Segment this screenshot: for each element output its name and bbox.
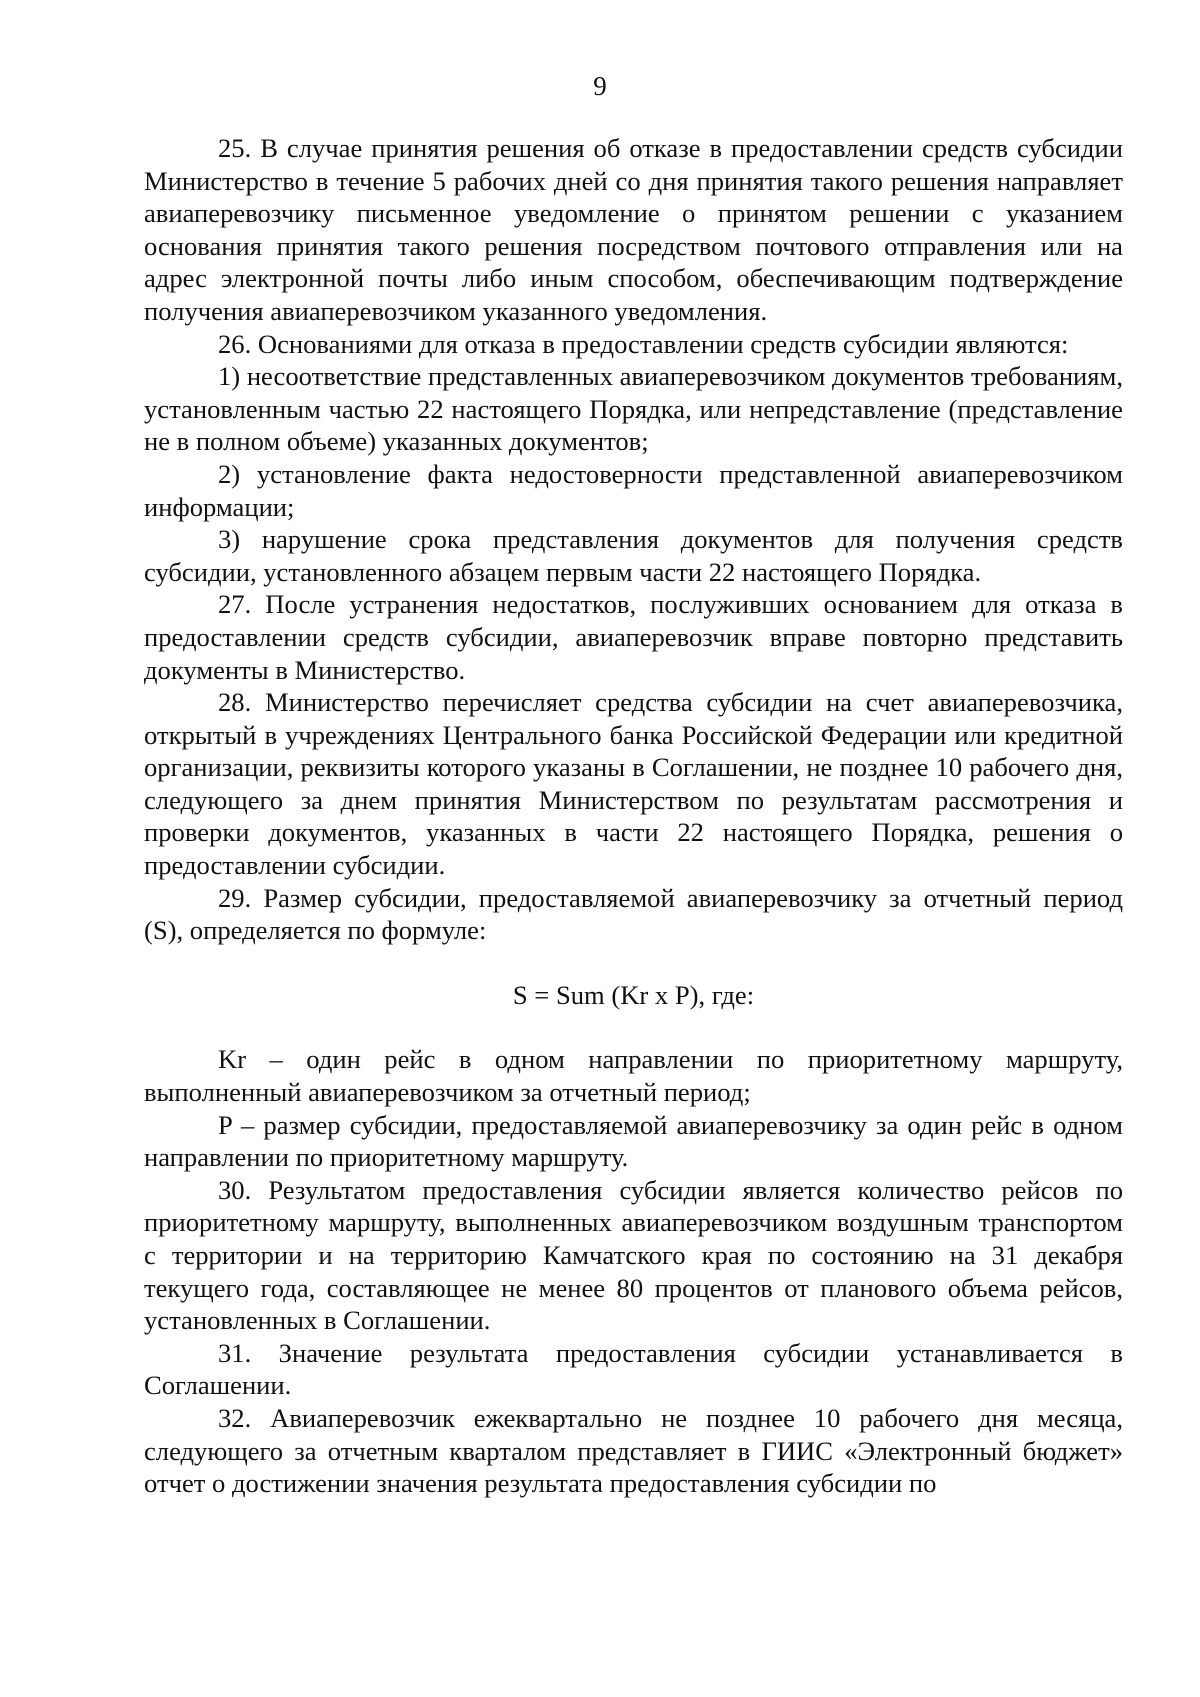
paragraph-32: 32. Авиаперевозчик ежеквартально не позднее 10 рабочего дня месяца, следующего за отчетным кварталом представляет в ГИИС «Электронный бюджет» отчет о достижении значения результата предоставления субсидии по bbox=[144, 1402, 1123, 1499]
paragraph-30: 30. Результатом предоставления субсидии является количество рейсов по приоритетному маршруту, выполненных авиаперевозчиком воздушным транспортом с территории и на территорию Камчатского края по состоянию на 31 декабря текущего года, составляющее не менее 80 процентов от планового объема рейсов, установленных в Соглашении. bbox=[144, 1174, 1123, 1336]
formula-definition-p: P – размер субсидии, предоставляемой авиаперевозчику за один рейс в одном направлении по приоритетному маршруту. bbox=[144, 1109, 1123, 1173]
subsidy-formula: S = Sum (Kr x P), где: bbox=[512, 979, 755, 1010]
paragraph-25: 25. В случае принятия решения об отказе в предоставлении средств субсидии Министерство в течение 5 рабочих дней со дня принятия такого решения направляет авиаперевозчику письменное уведомление о принятом решении с указанием основания принятия такого решения посредством почтового отправления или на адрес электронной почты либо иным способом, обеспечивающим подтверждение получения авиаперевозчиком указанного уведомления. bbox=[144, 133, 1123, 326]
paragraph-27: 27. После устранения недостатков, послуживших основанием для отказа в предоставлении средств субсидии, авиаперевозчик вправе повторно представить документы в Министерство. bbox=[144, 589, 1123, 685]
list-item-26-1: 1) несоответствие представленных авиаперевозчиком документов требованиям, установленным частью 22 настоящего Порядка, или непредставление (представление не в полном объеме) указанных документов; bbox=[144, 361, 1123, 457]
paragraph-28: 28. Министерство перечисляет средства субсидии на счет авиаперевозчика, открытый в учреждениях Центрального банка Российской Федерации или кредитной организации, реквизиты которого указаны в Соглашении, не позднее 10 рабочего дня, следующего за днем принятия Министерством по результатам рассмотрения и проверки документов, указанных в части 22 настоящего Порядка, решения о предоставлении субсидии. bbox=[144, 687, 1123, 881]
paragraph-31: 31. Значение результата предоставления субсидии устанавливается в Соглашении. bbox=[144, 1337, 1123, 1401]
formula-definition-kr: Kr – один рейс в одном направлении по приоритетному маршруту, выполненный авиаперевозчиком за отчетный период; bbox=[144, 1044, 1123, 1108]
document-body bbox=[144, 132, 1123, 1500]
paragraph-26: 26. Основаниями для отказа в предоставлении средств субсидии являются: bbox=[218, 328, 1069, 359]
page-number: 9 bbox=[593, 71, 607, 101]
paragraph-29: 29. Размер субсидии, предоставляемой авиаперевозчику за отчетный период (S), определяется по формуле: bbox=[144, 882, 1123, 946]
list-item-26-2: 2) установление факта недостоверности представленной авиаперевозчиком информации; bbox=[144, 458, 1123, 522]
list-item-26-3: 3) нарушение срока представления документов для получения средств субсидии, установленного абзацем первым части 22 настоящего Порядка. bbox=[144, 524, 1123, 587]
